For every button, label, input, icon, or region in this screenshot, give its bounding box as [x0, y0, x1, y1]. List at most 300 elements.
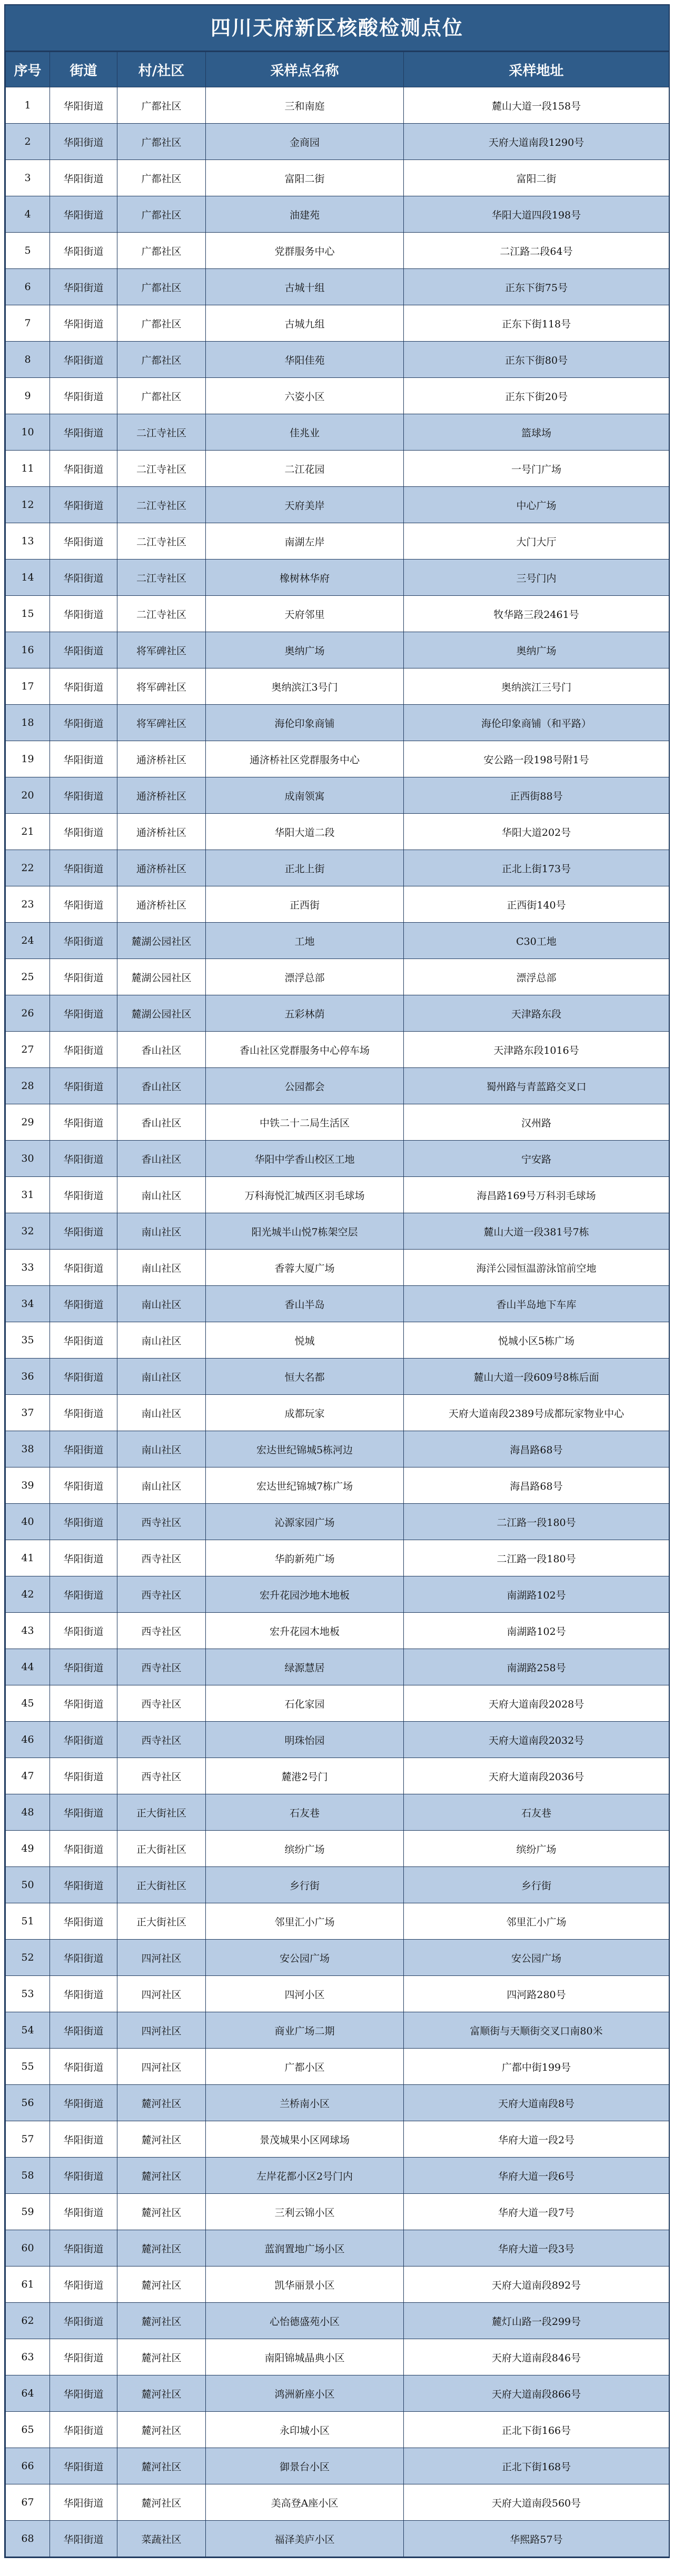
- table-row: [6, 1685, 669, 1722]
- cell-community: 西寺社区: [117, 1722, 206, 1758]
- cell-address: 天府大道南段892号: [404, 2267, 669, 2303]
- cell-index: 28: [6, 1068, 50, 1104]
- cell-street: 华阳街道: [50, 2412, 117, 2448]
- cell-index: 56: [6, 2085, 50, 2121]
- cell-street: 华阳街道: [50, 923, 117, 959]
- cell-community: 麓湖公园社区: [117, 959, 206, 995]
- cell-street: 华阳街道: [50, 342, 117, 378]
- cell-index: 35: [6, 1322, 50, 1359]
- cell-street: 华阳街道: [50, 1177, 117, 1213]
- cell-address: 二江路二段64号: [404, 233, 669, 269]
- cell-community: 通济桥社区: [117, 777, 206, 814]
- table-row: [6, 1976, 669, 2012]
- cell-index: 17: [6, 668, 50, 705]
- cell-site-name: 御景台小区: [206, 2448, 404, 2484]
- cell-site-name: 正北上街: [206, 850, 404, 886]
- cell-street: 华阳街道: [50, 1940, 117, 1976]
- cell-street: 华阳街道: [50, 1794, 117, 1831]
- table-row: [6, 342, 669, 378]
- cell-street: 华阳街道: [50, 2158, 117, 2194]
- table-row: [6, 2012, 669, 2049]
- cell-address: 天府大道南段2389号成都玩家物业中心: [404, 1395, 669, 1431]
- cell-index: 9: [6, 378, 50, 414]
- cell-site-name: 三和南庭: [206, 87, 404, 124]
- cell-community: 南山社区: [117, 1177, 206, 1213]
- cell-index: 39: [6, 1467, 50, 1504]
- cell-community: 四河社区: [117, 1940, 206, 1976]
- table-row: [6, 1359, 669, 1395]
- testing-points-sheet: [4, 4, 670, 2558]
- cell-community: 香山社区: [117, 1068, 206, 1104]
- cell-street: 华阳街道: [50, 2339, 117, 2375]
- cell-address: 安公路一段198号附1号: [404, 741, 669, 777]
- cell-site-name: 香山半岛: [206, 1286, 404, 1322]
- cell-community: 二江寺社区: [117, 560, 206, 596]
- cell-community: 麓河社区: [117, 2267, 206, 2303]
- table-row: [6, 1431, 669, 1467]
- cell-site-name: 古城九组: [206, 305, 404, 342]
- table-row: [6, 1213, 669, 1250]
- table-row: [6, 1649, 669, 1685]
- cell-site-name: 石友巷: [206, 1794, 404, 1831]
- cell-address: 海昌路68号: [404, 1467, 669, 1504]
- cell-index: 68: [6, 2521, 50, 2557]
- cell-street: 华阳街道: [50, 2194, 117, 2230]
- cell-community: 麓河社区: [117, 2448, 206, 2484]
- table-row: [6, 1286, 669, 1322]
- cell-address: C30工地: [404, 923, 669, 959]
- table-row: [6, 451, 669, 487]
- cell-community: 南山社区: [117, 1286, 206, 1322]
- cell-community: 二江寺社区: [117, 487, 206, 523]
- cell-community: 广都社区: [117, 233, 206, 269]
- cell-index: 55: [6, 2049, 50, 2085]
- cell-index: 42: [6, 1576, 50, 1613]
- cell-community: 广都社区: [117, 196, 206, 233]
- cell-community: 正大街社区: [117, 1867, 206, 1903]
- cell-street: 华阳街道: [50, 1431, 117, 1467]
- table-row: [6, 2085, 669, 2121]
- cell-address: 中心广场: [404, 487, 669, 523]
- cell-street: 华阳街道: [50, 1758, 117, 1794]
- cell-street: 华阳街道: [50, 487, 117, 523]
- cell-site-name: 宏升花园沙地木地板: [206, 1576, 404, 1613]
- table-row: [6, 2158, 669, 2194]
- cell-index: 25: [6, 959, 50, 995]
- table-row: [6, 2267, 669, 2303]
- cell-street: 华阳街道: [50, 1032, 117, 1068]
- cell-site-name: 金商园: [206, 124, 404, 160]
- cell-community: 西寺社区: [117, 1685, 206, 1722]
- cell-address: 三号门内: [404, 560, 669, 596]
- cell-street: 华阳街道: [50, 2521, 117, 2557]
- cell-site-name: 海伦印象商铺: [206, 705, 404, 741]
- cell-site-name: 悦城: [206, 1322, 404, 1359]
- cell-index: 1: [6, 87, 50, 124]
- cell-address: 牧华路三段2461号: [404, 596, 669, 632]
- cell-street: 华阳街道: [50, 2049, 117, 2085]
- cell-index: 10: [6, 414, 50, 451]
- cell-site-name: 宏达世纪锦城5栋河边: [206, 1431, 404, 1467]
- cell-street: 华阳街道: [50, 2375, 117, 2412]
- cell-address: 麓山大道一段381号7栋: [404, 1213, 669, 1250]
- cell-street: 华阳街道: [50, 2121, 117, 2158]
- cell-community: 麓河社区: [117, 2375, 206, 2412]
- cell-address: 正东下街118号: [404, 305, 669, 342]
- cell-community: 通济桥社区: [117, 886, 206, 923]
- cell-community: 南山社区: [117, 1359, 206, 1395]
- table-row: [6, 414, 669, 451]
- table-row: [6, 886, 669, 923]
- cell-site-name: 兰桥南小区: [206, 2085, 404, 2121]
- cell-street: 华阳街道: [50, 2267, 117, 2303]
- table-row: [6, 378, 669, 414]
- cell-street: 华阳街道: [50, 1213, 117, 1250]
- cell-community: 麓河社区: [117, 2484, 206, 2521]
- cell-site-name: 奥纳广场: [206, 632, 404, 668]
- cell-street: 华阳街道: [50, 269, 117, 305]
- cell-index: 33: [6, 1250, 50, 1286]
- cell-street: 华阳街道: [50, 2484, 117, 2521]
- cell-community: 通济桥社区: [117, 850, 206, 886]
- cell-street: 华阳街道: [50, 2230, 117, 2267]
- cell-index: 6: [6, 269, 50, 305]
- cell-address: 天府大道南段2032号: [404, 1722, 669, 1758]
- cell-community: 南山社区: [117, 1395, 206, 1431]
- table-row: [6, 1758, 669, 1794]
- cell-index: 67: [6, 2484, 50, 2521]
- cell-index: 13: [6, 523, 50, 560]
- cell-address: 悦城小区5栋广场: [404, 1322, 669, 1359]
- cell-address: 天府大道南段2028号: [404, 1685, 669, 1722]
- table-row: [6, 160, 669, 196]
- cell-index: 2: [6, 124, 50, 160]
- cell-index: 54: [6, 2012, 50, 2049]
- table-row: [6, 1722, 669, 1758]
- cell-community: 南山社区: [117, 1250, 206, 1286]
- cell-address: 二江路一段180号: [404, 1504, 669, 1540]
- cell-community: 四河社区: [117, 2012, 206, 2049]
- cell-site-name: 乡行街: [206, 1867, 404, 1903]
- table-row: [6, 1903, 669, 1940]
- cell-community: 麓河社区: [117, 2085, 206, 2121]
- cell-address: 天津路东段: [404, 995, 669, 1032]
- cell-community: 麓河社区: [117, 2230, 206, 2267]
- cell-community: 四河社区: [117, 2049, 206, 2085]
- cell-index: 64: [6, 2375, 50, 2412]
- cell-street: 华阳街道: [50, 2085, 117, 2121]
- cell-index: 51: [6, 1903, 50, 1940]
- cell-address: 南湖路258号: [404, 1649, 669, 1685]
- table-row: [6, 560, 669, 596]
- cell-street: 华阳街道: [50, 1867, 117, 1903]
- cell-address: 麓山大道一段158号: [404, 87, 669, 124]
- cell-site-name: 阳光城半山悦7栋架空层: [206, 1213, 404, 1250]
- cell-street: 华阳街道: [50, 850, 117, 886]
- cell-address: 天府大道南段8号: [404, 2085, 669, 2121]
- cell-address: 宁安路: [404, 1141, 669, 1177]
- cell-community: 麓河社区: [117, 2194, 206, 2230]
- cell-index: 65: [6, 2412, 50, 2448]
- cell-index: 31: [6, 1177, 50, 1213]
- table-row: [6, 487, 669, 523]
- cell-index: 40: [6, 1504, 50, 1540]
- cell-address: 大门大厅: [404, 523, 669, 560]
- cell-street: 华阳街道: [50, 560, 117, 596]
- cell-street: 华阳街道: [50, 668, 117, 705]
- cell-site-name: 香山社区党群服务中心停车场: [206, 1032, 404, 1068]
- cell-street: 华阳街道: [50, 741, 117, 777]
- cell-index: 21: [6, 814, 50, 850]
- cell-street: 华阳街道: [50, 2448, 117, 2484]
- cell-street: 华阳街道: [50, 995, 117, 1032]
- cell-site-name: 宏达世纪锦城7栋广场: [206, 1467, 404, 1504]
- table-row: [6, 1068, 669, 1104]
- cell-address: 正北下街166号: [404, 2412, 669, 2448]
- table-row: [6, 741, 669, 777]
- table-row: [6, 1395, 669, 1431]
- table-row: [6, 2521, 669, 2557]
- table-row: [6, 2121, 669, 2158]
- cell-community: 广都社区: [117, 269, 206, 305]
- cell-street: 华阳街道: [50, 378, 117, 414]
- cell-address: 汉州路: [404, 1104, 669, 1141]
- cell-site-name: 石化家园: [206, 1685, 404, 1722]
- table-header-row: [6, 52, 669, 87]
- cell-index: 46: [6, 1722, 50, 1758]
- cell-community: 将军碑社区: [117, 705, 206, 741]
- table-row: [6, 1867, 669, 1903]
- cell-site-name: 华韵新苑广场: [206, 1540, 404, 1576]
- cell-community: 西寺社区: [117, 1613, 206, 1649]
- table-row: [6, 668, 669, 705]
- cell-index: 7: [6, 305, 50, 342]
- table-row: [6, 2049, 669, 2085]
- cell-address: 正东下街75号: [404, 269, 669, 305]
- cell-index: 36: [6, 1359, 50, 1395]
- cell-address: 正西街88号: [404, 777, 669, 814]
- cell-address: 华府大道一段6号: [404, 2158, 669, 2194]
- table-body: [6, 87, 669, 2557]
- cell-street: 华阳街道: [50, 523, 117, 560]
- cell-community: 菜蔬社区: [117, 2521, 206, 2557]
- cell-street: 华阳街道: [50, 596, 117, 632]
- cell-site-name: 绿源慧居: [206, 1649, 404, 1685]
- table-row: [6, 1794, 669, 1831]
- cell-street: 华阳街道: [50, 1576, 117, 1613]
- cell-index: 49: [6, 1831, 50, 1867]
- cell-community: 四河社区: [117, 1976, 206, 2012]
- cell-index: 50: [6, 1867, 50, 1903]
- cell-index: 66: [6, 2448, 50, 2484]
- cell-address: 正西街140号: [404, 886, 669, 923]
- cell-street: 华阳街道: [50, 886, 117, 923]
- cell-community: 通济桥社区: [117, 814, 206, 850]
- cell-index: 3: [6, 160, 50, 196]
- cell-site-name: 华阳佳苑: [206, 342, 404, 378]
- cell-street: 华阳街道: [50, 1104, 117, 1141]
- cell-community: 麓湖公园社区: [117, 995, 206, 1032]
- testing-points-table: [5, 52, 669, 2557]
- table-row: [6, 2412, 669, 2448]
- cell-site-name: 古城十组: [206, 269, 404, 305]
- cell-address: 四河路280号: [404, 1976, 669, 2012]
- cell-address: 天府大道南段846号: [404, 2339, 669, 2375]
- cell-community: 香山社区: [117, 1141, 206, 1177]
- cell-index: 62: [6, 2303, 50, 2339]
- table-row: [6, 850, 669, 886]
- cell-site-name: 佳兆业: [206, 414, 404, 451]
- cell-community: 南山社区: [117, 1213, 206, 1250]
- table-row: [6, 124, 669, 160]
- cell-site-name: 六姿小区: [206, 378, 404, 414]
- table-row: [6, 305, 669, 342]
- cell-community: 二江寺社区: [117, 523, 206, 560]
- table-row: [6, 1540, 669, 1576]
- cell-community: 南山社区: [117, 1431, 206, 1467]
- table-row: [6, 2339, 669, 2375]
- cell-address: 麓灯山路一段299号: [404, 2303, 669, 2339]
- table-row: [6, 196, 669, 233]
- cell-site-name: 华阳中学香山校区工地: [206, 1141, 404, 1177]
- table-row: [6, 923, 669, 959]
- cell-index: 58: [6, 2158, 50, 2194]
- cell-site-name: 缤纷广场: [206, 1831, 404, 1867]
- cell-community: 通济桥社区: [117, 741, 206, 777]
- cell-index: 45: [6, 1685, 50, 1722]
- cell-address: 南湖路102号: [404, 1613, 669, 1649]
- cell-site-name: 安公园广场: [206, 1940, 404, 1976]
- cell-site-name: 油建苑: [206, 196, 404, 233]
- cell-site-name: 五彩林荫: [206, 995, 404, 1032]
- header-site-name: 采样点名称: [206, 52, 404, 87]
- cell-site-name: 橡树林华府: [206, 560, 404, 596]
- cell-street: 华阳街道: [50, 1504, 117, 1540]
- cell-site-name: 永印城小区: [206, 2412, 404, 2448]
- cell-site-name: 工地: [206, 923, 404, 959]
- cell-index: 52: [6, 1940, 50, 1976]
- cell-index: 34: [6, 1286, 50, 1322]
- cell-community: 西寺社区: [117, 1576, 206, 1613]
- cell-community: 广都社区: [117, 87, 206, 124]
- cell-community: 南山社区: [117, 1322, 206, 1359]
- cell-index: 27: [6, 1032, 50, 1068]
- cell-site-name: 恒大名都: [206, 1359, 404, 1395]
- table-row: [6, 1032, 669, 1068]
- table-row: [6, 2375, 669, 2412]
- cell-address: 天府大道南段1290号: [404, 124, 669, 160]
- cell-street: 华阳街道: [50, 1649, 117, 1685]
- cell-community: 二江寺社区: [117, 451, 206, 487]
- cell-community: 广都社区: [117, 124, 206, 160]
- cell-site-name: 华阳大道二段: [206, 814, 404, 850]
- cell-index: 61: [6, 2267, 50, 2303]
- cell-address: 华府大道一段7号: [404, 2194, 669, 2230]
- cell-index: 26: [6, 995, 50, 1032]
- table-row: [6, 1467, 669, 1504]
- cell-index: 53: [6, 1976, 50, 2012]
- cell-street: 华阳街道: [50, 1540, 117, 1576]
- table-row: [6, 2194, 669, 2230]
- cell-index: 18: [6, 705, 50, 741]
- cell-street: 华阳街道: [50, 160, 117, 196]
- cell-site-name: 三利云锦小区: [206, 2194, 404, 2230]
- cell-address: 正东下街80号: [404, 342, 669, 378]
- table-row: [6, 777, 669, 814]
- cell-community: 正大街社区: [117, 1903, 206, 1940]
- cell-site-name: 南阳锦城晶典小区: [206, 2339, 404, 2375]
- table-row: [6, 523, 669, 560]
- cell-address: 广都中街199号: [404, 2049, 669, 2085]
- cell-community: 将军碑社区: [117, 668, 206, 705]
- cell-address: 正北下街168号: [404, 2448, 669, 2484]
- cell-index: 23: [6, 886, 50, 923]
- cell-street: 华阳街道: [50, 305, 117, 342]
- cell-address: 天府大道南段560号: [404, 2484, 669, 2521]
- cell-address: 海昌路68号: [404, 1431, 669, 1467]
- cell-site-name: 商业广场二期: [206, 2012, 404, 2049]
- cell-street: 华阳街道: [50, 1831, 117, 1867]
- cell-street: 华阳街道: [50, 705, 117, 741]
- cell-index: 8: [6, 342, 50, 378]
- cell-street: 华阳街道: [50, 1141, 117, 1177]
- cell-address: 缤纷广场: [404, 1831, 669, 1867]
- cell-community: 广都社区: [117, 160, 206, 196]
- cell-index: 44: [6, 1649, 50, 1685]
- cell-address: 天津路东段1016号: [404, 1032, 669, 1068]
- cell-site-name: 天府美岸: [206, 487, 404, 523]
- cell-street: 华阳街道: [50, 632, 117, 668]
- cell-community: 麓河社区: [117, 2158, 206, 2194]
- cell-address: 华阳大道四段198号: [404, 196, 669, 233]
- cell-site-name: 通济桥社区党群服务中心: [206, 741, 404, 777]
- cell-community: 西寺社区: [117, 1540, 206, 1576]
- cell-address: 海昌路169号万科羽毛球场: [404, 1177, 669, 1213]
- cell-street: 华阳街道: [50, 233, 117, 269]
- cell-site-name: 宏升花园木地板: [206, 1613, 404, 1649]
- cell-index: 12: [6, 487, 50, 523]
- cell-index: 11: [6, 451, 50, 487]
- cell-community: 香山社区: [117, 1032, 206, 1068]
- table-row: [6, 1141, 669, 1177]
- cell-community: 广都社区: [117, 378, 206, 414]
- cell-index: 43: [6, 1613, 50, 1649]
- table-row: [6, 87, 669, 124]
- cell-site-name: 心怡德盛苑小区: [206, 2303, 404, 2339]
- cell-street: 华阳街道: [50, 1467, 117, 1504]
- cell-address: 天府大道南段2036号: [404, 1758, 669, 1794]
- table-row: [6, 1940, 669, 1976]
- cell-community: 正大街社区: [117, 1831, 206, 1867]
- cell-site-name: 漂浮总部: [206, 959, 404, 995]
- cell-community: 二江寺社区: [117, 414, 206, 451]
- table-row: [6, 705, 669, 741]
- cell-street: 华阳街道: [50, 1395, 117, 1431]
- cell-site-name: 蓝润置地广场小区: [206, 2230, 404, 2267]
- cell-community: 麓河社区: [117, 2339, 206, 2375]
- header-street: 街道: [50, 52, 117, 87]
- cell-index: 63: [6, 2339, 50, 2375]
- cell-address: 富阳二街: [404, 160, 669, 196]
- cell-street: 华阳街道: [50, 2012, 117, 2049]
- cell-community: 麓河社区: [117, 2412, 206, 2448]
- cell-street: 华阳街道: [50, 1903, 117, 1940]
- cell-site-name: 福泽美庐小区: [206, 2521, 404, 2557]
- table-row: [6, 596, 669, 632]
- cell-site-name: 麓港2号门: [206, 1758, 404, 1794]
- cell-street: 华阳街道: [50, 414, 117, 451]
- cell-street: 华阳街道: [50, 1322, 117, 1359]
